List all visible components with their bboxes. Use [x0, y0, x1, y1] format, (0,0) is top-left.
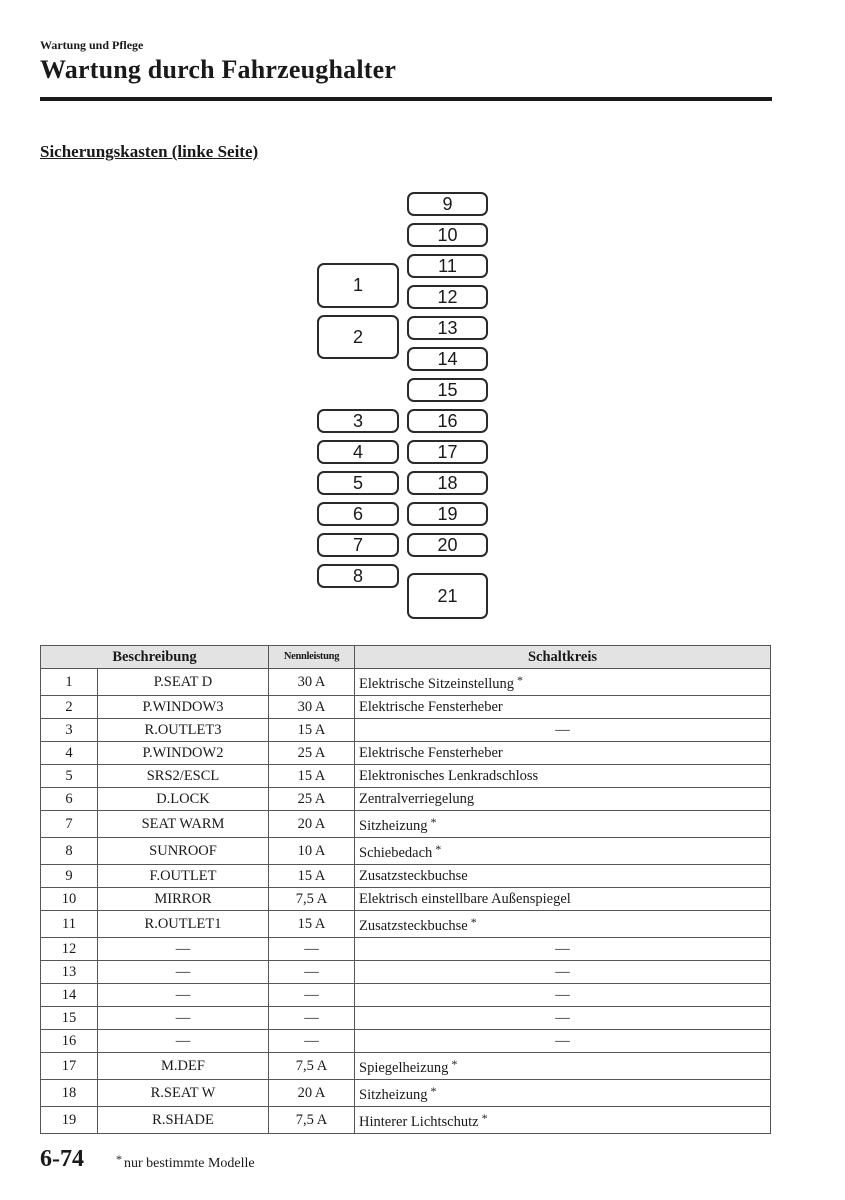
fuse-description-cell: R.OUTLET3	[98, 719, 269, 742]
model-specific-marker: *	[517, 673, 524, 687]
fuse-rating-cell: 15 A	[269, 765, 355, 788]
table-row	[41, 788, 771, 811]
fuse-13: 13	[407, 316, 488, 340]
fuse-circuit-cell	[355, 938, 771, 961]
fuse-circuit-cell	[355, 696, 771, 719]
fuse-21: 21	[407, 573, 488, 619]
fuse-description-cell: MIRROR	[98, 888, 269, 911]
circuit-text: Zusatzsteckbuchse	[359, 868, 468, 884]
table-row	[41, 811, 771, 838]
fuse-rating-cell: —	[269, 1007, 355, 1030]
table-row	[41, 865, 771, 888]
fuse-circuit-cell	[355, 911, 771, 938]
circuit-text: Elektrisch einstellbare Außenspiegel	[359, 891, 571, 907]
fuse-description-cell: R.OUTLET1	[98, 911, 269, 938]
fuse-circuit-cell	[355, 838, 771, 865]
fuse-2: 2	[317, 315, 399, 359]
fuse-number-cell: 2	[41, 696, 98, 719]
fuse-4: 4	[317, 440, 399, 464]
circuit-text: —	[555, 1033, 570, 1049]
table-row	[41, 1107, 771, 1134]
model-specific-marker: *	[451, 1057, 458, 1071]
table-row	[41, 888, 771, 911]
fuse-circuit-cell	[355, 984, 771, 1007]
fuse-rating-cell: 7,5 A	[269, 1053, 355, 1080]
fuse-circuit-cell	[355, 865, 771, 888]
fuse-description-cell: F.OUTLET	[98, 865, 269, 888]
fuse-rating-cell: —	[269, 984, 355, 1007]
fuse-description-cell: —	[98, 984, 269, 1007]
model-specific-marker: *	[430, 1084, 437, 1098]
table-row	[41, 838, 771, 865]
fuse-table	[40, 645, 771, 1134]
fuse-rating-cell: 30 A	[269, 669, 355, 696]
circuit-text: Elektrische Fensterheber	[359, 745, 503, 761]
fuse-circuit-cell	[355, 669, 771, 696]
fuse-rating-cell: 30 A	[269, 696, 355, 719]
fuse-7: 7	[317, 533, 399, 557]
fuse-9: 9	[407, 192, 488, 216]
circuit-text: Zusatzsteckbuchse	[359, 918, 468, 934]
table-row	[41, 1080, 771, 1107]
fuse-11: 11	[407, 254, 488, 278]
fuse-20: 20	[407, 533, 488, 557]
table-row	[41, 984, 771, 1007]
fuse-rating-cell: 7,5 A	[269, 1107, 355, 1134]
footnote	[116, 1152, 255, 1172]
fuse-rating-cell: —	[269, 961, 355, 984]
circuit-text: Elektrische Fensterheber	[359, 699, 503, 715]
page-title: Wartung durch Fahrzeughalter	[40, 55, 397, 84]
fuse-circuit-cell	[355, 888, 771, 911]
fuse-number-cell: 16	[41, 1030, 98, 1053]
column-header-description: Beschreibung	[41, 646, 269, 669]
fuse-circuit-cell	[355, 765, 771, 788]
fuse-number-cell: 12	[41, 938, 98, 961]
fuse-description-cell: —	[98, 961, 269, 984]
fuse-description-cell: P.WINDOW3	[98, 696, 269, 719]
fuse-rating-cell: —	[269, 938, 355, 961]
fuse-description-cell: R.SHADE	[98, 1107, 269, 1134]
fuse-number-cell: 5	[41, 765, 98, 788]
table-row	[41, 742, 771, 765]
fuse-description-cell: —	[98, 1030, 269, 1053]
circuit-text: Elektronisches Lenkradschloss	[359, 768, 539, 784]
fuse-rating-cell: 25 A	[269, 742, 355, 765]
fuse-1: 1	[317, 263, 399, 308]
circuit-text: Sitzheizung	[359, 1087, 428, 1103]
fuse-description-cell: —	[98, 1007, 269, 1030]
fuse-circuit-cell	[355, 1007, 771, 1030]
fuse-rating-cell: 15 A	[269, 911, 355, 938]
fuse-number-cell: 6	[41, 788, 98, 811]
fuse-number-cell: 13	[41, 961, 98, 984]
circuit-text: Schiebedach	[359, 845, 433, 861]
fuse-circuit-cell	[355, 1053, 771, 1080]
fuse-number-cell: 15	[41, 1007, 98, 1030]
fuse-description-cell: SRS2/ESCL	[98, 765, 269, 788]
table-row	[41, 696, 771, 719]
circuit-text: Zentralverriegelung	[359, 791, 475, 807]
fuse-number-cell: 19	[41, 1107, 98, 1134]
fuse-19: 19	[407, 502, 488, 526]
fuse-circuit-cell	[355, 1030, 771, 1053]
circuit-text: —	[555, 964, 570, 980]
fuse-circuit-cell	[355, 788, 771, 811]
fuse-rating-cell: 15 A	[269, 719, 355, 742]
footnote-text: nur bestimmte Modelle	[124, 1156, 255, 1171]
fuse-description-cell: P.SEAT D	[98, 669, 269, 696]
model-specific-marker: *	[470, 915, 477, 929]
fuse-rating-cell: 15 A	[269, 865, 355, 888]
table-row	[41, 911, 771, 938]
fuse-description-cell: D.LOCK	[98, 788, 269, 811]
fuse-description-cell: SEAT WARM	[98, 811, 269, 838]
fuse-number-cell: 3	[41, 719, 98, 742]
fuse-number-cell: 7	[41, 811, 98, 838]
circuit-text: Sitzheizung	[359, 818, 428, 834]
circuit-text: Hinterer Lichtschutz	[359, 1114, 479, 1130]
fuse-6: 6	[317, 502, 399, 526]
circuit-text: Spiegelheizung	[359, 1060, 449, 1076]
fuse-description-cell: SUNROOF	[98, 838, 269, 865]
fuse-8: 8	[317, 564, 399, 588]
fuse-number-cell: 9	[41, 865, 98, 888]
fuse-rating-cell: 20 A	[269, 811, 355, 838]
fuse-circuit-cell	[355, 811, 771, 838]
table-header-row	[41, 646, 771, 669]
fuse-12: 12	[407, 285, 488, 309]
fuse-rating-cell: 20 A	[269, 1080, 355, 1107]
title-divider	[40, 97, 772, 101]
fuse-5: 5	[317, 471, 399, 495]
table-row	[41, 669, 771, 696]
column-header-rating: Nennleistung	[269, 646, 355, 669]
fuse-rating-cell: 7,5 A	[269, 888, 355, 911]
circuit-text: —	[555, 1010, 570, 1026]
model-specific-marker: *	[435, 842, 442, 856]
fuse-number-cell: 4	[41, 742, 98, 765]
table-row	[41, 765, 771, 788]
section-subtitle: Sicherungskasten (linke Seite)	[40, 142, 259, 161]
model-specific-marker: *	[481, 1111, 488, 1125]
fuse-circuit-cell	[355, 1080, 771, 1107]
fuse-circuit-cell	[355, 719, 771, 742]
column-header-circuit: Schaltkreis	[355, 646, 771, 669]
circuit-text: —	[555, 987, 570, 1003]
fuse-rating-cell: 25 A	[269, 788, 355, 811]
section-label: Wartung und Pflege	[40, 38, 144, 52]
fuse-17: 17	[407, 440, 488, 464]
fuse-16: 16	[407, 409, 488, 433]
circuit-text: Elektrische Sitzeinstellung	[359, 676, 515, 692]
fuse-description-cell: P.WINDOW2	[98, 742, 269, 765]
fuse-description-cell: M.DEF	[98, 1053, 269, 1080]
model-specific-marker: *	[430, 815, 437, 829]
fuse-number-cell: 10	[41, 888, 98, 911]
fuse-number-cell: 18	[41, 1080, 98, 1107]
fuse-18: 18	[407, 471, 488, 495]
table-row	[41, 1053, 771, 1080]
fuse-rating-cell: 10 A	[269, 838, 355, 865]
table-row	[41, 961, 771, 984]
table-row	[41, 1007, 771, 1030]
circuit-text: —	[555, 722, 570, 738]
fuse-description-cell: R.SEAT W	[98, 1080, 269, 1107]
fuse-10: 10	[407, 223, 488, 247]
fuse-rating-cell: —	[269, 1030, 355, 1053]
page-number: 6-74	[40, 1146, 84, 1172]
fuse-circuit-cell	[355, 742, 771, 765]
table-body	[41, 669, 771, 1134]
fuse-number-cell: 17	[41, 1053, 98, 1080]
fuse-3: 3	[317, 409, 399, 433]
table-row	[41, 938, 771, 961]
table-row	[41, 719, 771, 742]
fuse-circuit-cell	[355, 961, 771, 984]
footnote-star: *	[116, 1152, 122, 1166]
fuse-number-cell: 11	[41, 911, 98, 938]
fuse-number-cell: 1	[41, 669, 98, 696]
fuse-circuit-cell	[355, 1107, 771, 1134]
fuse-description-cell: —	[98, 938, 269, 961]
fuse-number-cell: 14	[41, 984, 98, 1007]
fuse-15: 15	[407, 378, 488, 402]
circuit-text: —	[555, 941, 570, 957]
table-row	[41, 1030, 771, 1053]
fuse-number-cell: 8	[41, 838, 98, 865]
fuse-14: 14	[407, 347, 488, 371]
